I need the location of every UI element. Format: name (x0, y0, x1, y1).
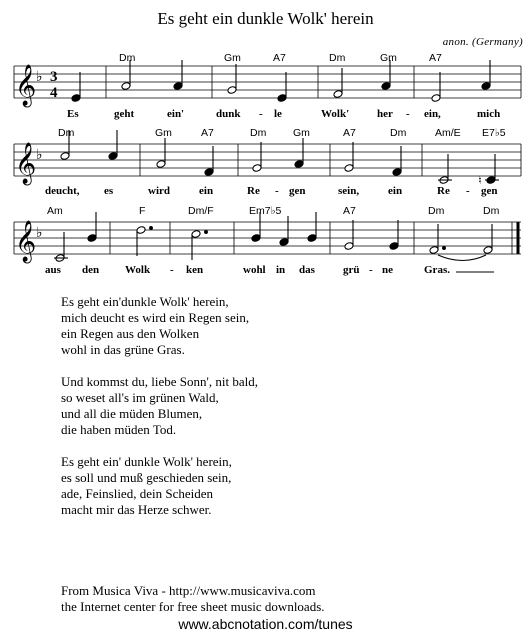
song-title: Es geht ein dunkle Wolk' herein (157, 9, 374, 28)
flat-key-signature-icon: ♭ (36, 148, 43, 163)
verse-line: Es geht ein' dunkle Wolk' herein, (61, 454, 232, 469)
notes-system-3 (54, 212, 493, 262)
tie-curve (438, 255, 486, 261)
treble-clef-icon: 𝄞 (15, 221, 37, 261)
footer-source-line: From Musica Viva - http://www.musicaviva.com (61, 583, 316, 598)
chord-symbol: Dm (119, 52, 136, 64)
chord-symbol: Gm (224, 52, 241, 64)
lyric-syllable: - (406, 108, 410, 120)
lyric-syllable: ne (382, 264, 393, 276)
sheet-music-score (0, 0, 531, 290)
verse-2 (61, 374, 258, 438)
lyric-syllable: - (275, 185, 279, 197)
footer-description-line: the Internet center for free sheet music downloads. (61, 599, 325, 614)
composer-credit: anon. (Germany) (442, 36, 523, 48)
time-signature-top: 3 (50, 69, 58, 85)
chord-symbol: Dm (58, 127, 75, 139)
notes-system-2 (60, 130, 499, 187)
chord-symbol: A7 (343, 127, 356, 139)
verse-3 (61, 454, 258, 518)
staff-system-1 (14, 66, 521, 98)
lyric-syllable: es (104, 185, 114, 197)
lyric-syllable: ein (199, 185, 214, 197)
lyric-syllable: ken (186, 264, 204, 276)
lyric-syllable: aus (45, 264, 61, 276)
lyric-syllable: den (82, 264, 100, 276)
lyric-syllable: - (466, 185, 470, 197)
lyric-syllable: Wolk (125, 264, 151, 276)
source-footer (61, 583, 325, 615)
lyric-syllable: wird (148, 185, 170, 197)
verse-text-block (61, 294, 258, 534)
chord-symbol: Dm (390, 127, 407, 139)
lyric-syllable: ein' (167, 108, 185, 120)
lyric-syllable: deucht, (45, 185, 80, 197)
chord-symbol: Am (47, 205, 63, 217)
chord-symbol: A7 (273, 52, 286, 64)
chord-symbol: Dm/F (188, 205, 214, 217)
lyric-syllable: grü (343, 264, 360, 276)
lyric-syllable: Re (247, 185, 260, 197)
verse-line: und all die müden Blumen, (61, 406, 203, 421)
verse-line: Und kommst du, liebe Sonn', nit bald, (61, 374, 258, 389)
chord-symbol: E7♭5 (482, 127, 506, 139)
verse-line: ein Regen aus den Wolken (61, 326, 200, 341)
lyric-syllable: her (377, 108, 393, 120)
chord-symbol: Dm (483, 205, 500, 217)
flat-key-signature-icon: ♭ (36, 226, 43, 241)
chord-symbol: Gm (380, 52, 397, 64)
lyric-syllable: geht (114, 108, 135, 120)
chord-symbol: Dm (428, 205, 445, 217)
chord-symbol: Dm (329, 52, 346, 64)
lyric-syllable: le (274, 108, 282, 120)
chord-symbol: Gm (293, 127, 310, 139)
flat-key-signature-icon: ♭ (36, 70, 43, 85)
verse-line: es soll und muß geschieden sein, (61, 470, 232, 485)
lyric-syllable: in (276, 264, 286, 276)
lyric-syllable: Es (67, 108, 79, 120)
chord-symbol: F (139, 205, 146, 217)
lyric-syllable: - (170, 264, 174, 276)
lyric-syllable: - (259, 108, 263, 120)
lyric-syllable: ein (388, 185, 403, 197)
verse-line: ade, Feinslied, dein Scheiden (61, 486, 213, 501)
chord-symbol: A7 (201, 127, 214, 139)
verse-line: mich deucht es wird ein Regen sein, (61, 310, 250, 325)
lyric-syllable: das (299, 264, 315, 276)
verse-line: wohl in das grüne Gras. (61, 342, 185, 357)
verse-line: so weset all's im grünen Wald, (61, 390, 219, 405)
verse-line: macht mir das Herze schwer. (61, 502, 212, 517)
chord-symbol: A7 (343, 205, 356, 217)
chord-symbol: A7 (429, 52, 442, 64)
chord-symbol: Gm (155, 127, 172, 139)
lyric-syllable: gen (481, 185, 498, 197)
lyric-syllable: Re (437, 185, 450, 197)
time-signature-bottom: 4 (50, 85, 58, 101)
verse-1 (61, 294, 258, 358)
lyric-syllable: Wolk' (321, 108, 350, 120)
treble-clef-icon: 𝄞 (15, 65, 37, 105)
chord-symbol: Am/E (435, 127, 461, 139)
lyric-syllable: Gras. (424, 264, 450, 276)
verse-line: die haben müden Tod. (61, 422, 177, 437)
svg-text:♮: ♮ (478, 175, 482, 187)
chord-symbol: Dm (250, 127, 267, 139)
lyric-syllable: mich (477, 108, 501, 120)
abcnotation-url[interactable]: www.abcnotation.com/tunes (178, 616, 353, 632)
verse-line: Es geht ein'dunkle Wolk' herein, (61, 294, 229, 309)
lyric-syllable: ein, (424, 108, 441, 120)
lyric-syllable: sein, (338, 185, 360, 197)
lyric-syllable: - (369, 264, 373, 276)
chord-symbol: Em7♭5 (249, 205, 282, 217)
lyric-syllable: dunk (216, 108, 241, 120)
lyric-syllable: wohl (243, 264, 266, 276)
staff-system-2 (14, 144, 521, 176)
lyric-syllable: gen (289, 185, 306, 197)
treble-clef-icon: 𝄞 (15, 143, 37, 183)
